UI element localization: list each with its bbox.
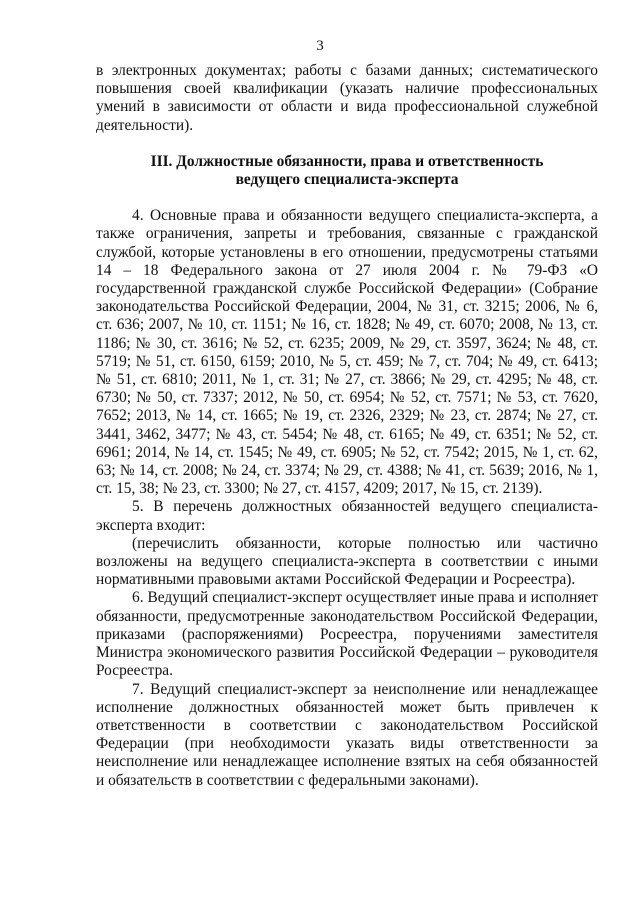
paragraph-4: 4. Основные права и обязанности ведущего специалиста-эксперта, а также ограничения, запреты и требования, связанные с гражданской службой, которые установлены в его отношении, предусмотрены статьями 14 – 18 Федерального закона от 27 июля 2004 г. № 79-ФЗ «О государственной гражданской службе Российской Федерации» (Собрание законодательства Российской Федерации, 2004, № 31, ст. 3215; 2006, № 6, ст. 636; 2007, № 10, ст. 1151; № 16, ст. 1828; № 49, ст. 6070; 2008, № 13, ст. 1186; № 30, ст. 3616; № 52, ст. 6235; 2009, № 29, ст. 3597, 3624; № 48, ст. 5719; № 51, ст. 6150, 6159; 2010, № 5, ст. 459; № 7, ст. 704; № 49, ст. 6413; № 51, ст. 6810; 2011, № 1, ст. 31; № 27, ст. 3866; № 29, ст. 4295; № 48, ст. 6730; № 50, ст. 7337; 2012, № 50, ст. 6954; № 52, ст. 7571; № 53, ст. 7620, 7652; 2013, № 14, ст. 1665; № 19, ст. 2326, 2329; № 23, ст. 2874; № 27, ст. 3441, 3462, 3477; № 43, ст. 5454; № 48, ст. 6165; № 49, ст. 6351; № 52, ст. 6961; 2014, № 14, ст. 1545; № 49, ст. 6905; № 52, ст. 7542; 2015, № 1, ст. 62, 63; № 14, ст. 2008; № 24, ст. 3374; № 29, ст. 4388; № 41, ст. 5639; 2016, № 1, ст. 15, 38; № 23, ст. 3300; № 27, ст. 4157, 4209; 2017, № 15, ст. 2139).	[96, 207, 598, 498]
section-heading-line1: III. Должностные обязанности, права и ответственность	[150, 152, 544, 170]
intro-paragraph: в электронных документах; работы с базами данных; систематического повышения своей квалификации (указать наличие профессиональных умений в зависимости от области и вида профессиональной служебной деятельности).	[96, 62, 598, 134]
section-heading	[96, 153, 598, 189]
document-body	[96, 62, 598, 790]
paragraph-5-details: (перечислить обязанности, которые полностью или частично возложены на ведущего специалиста-эксперта в соответствии с иными нормативными правовыми актами Российской Федерации и Росреестра).	[96, 534, 598, 589]
section-heading-line2: ведущего специалиста-эксперта	[235, 171, 459, 189]
paragraph-7: 7. Ведущий специалист-эксперт за неисполнение или ненадлежащее исполнение должностных обязанностей может быть привлечен к ответственности в соответствии с законодательством Российской Федерации (при необходимости указать виды ответственности за неисполнение или ненадлежащее исполнение взятых на себя обязанностей и обязательств в соответствии с федеральными законами).	[96, 680, 598, 789]
paragraph-6: 6. Ведущий специалист-эксперт осуществляет иные права и исполняет обязанности, предусмотренные законодательством Российской Федерации, приказами (распоряжениями) Росреестра, поручениями заместителя Министра экономического развития Российской Федерации – руководителя Росреестра.	[96, 589, 598, 680]
page-number: 3	[316, 38, 324, 54]
paragraph-5: 5. В перечень должностных обязанностей ведущего специалиста-эксперта входит:	[96, 498, 598, 534]
